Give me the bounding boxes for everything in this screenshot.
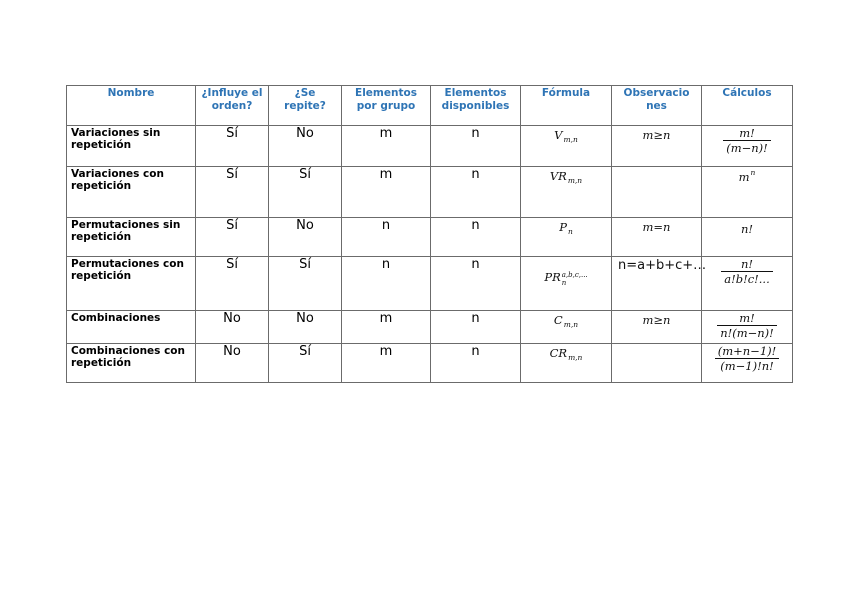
row-repite: Sí [269, 257, 342, 311]
header-se-repite: ¿Se repite? [269, 86, 342, 126]
row-name: Permutaciones sin repetición [67, 218, 196, 257]
row-formula [521, 311, 612, 344]
header-influye-orden: ¿Influye el orden? [196, 86, 269, 126]
row-influye: Sí [196, 126, 269, 167]
row-calculo [702, 311, 793, 344]
row-formula [521, 344, 612, 383]
row-name: Combinaciones [67, 311, 196, 344]
row-formula [521, 126, 612, 167]
header-row [67, 86, 793, 126]
row-name: Permutaciones con repetición [67, 257, 196, 311]
calc-denominator: (m−n)! [723, 140, 771, 155]
row-repite: No [269, 218, 342, 257]
formula-base: C [553, 313, 563, 327]
row-elementos-grupo: m [342, 311, 431, 344]
formula-subscript: m,n [563, 135, 578, 144]
row-elementos-disponibles: n [431, 257, 521, 311]
row-elementos-grupo: n [342, 218, 431, 257]
header-observaciones: Observaciones [612, 86, 702, 126]
row-calculo [702, 344, 793, 383]
table-row [67, 167, 793, 218]
formula-subscript: m,n [563, 320, 579, 329]
calc-fraction [723, 127, 771, 155]
calc-fraction [715, 345, 780, 373]
calc-numerator: m! [739, 311, 755, 325]
row-repite: No [269, 126, 342, 167]
calc-fraction [717, 312, 777, 340]
row-calculo [702, 126, 793, 167]
header-elementos-disponibles: Elementos disponibles [431, 86, 521, 126]
table-row [67, 311, 793, 344]
table-row [67, 257, 793, 311]
formula-base: V [554, 128, 563, 142]
calc-denominator: (m−1)!n! [715, 358, 780, 373]
row-influye: No [196, 311, 269, 344]
header-calculos: Cálculos [702, 86, 793, 126]
row-elementos-disponibles: n [431, 126, 521, 167]
formula-base: VR [549, 169, 567, 183]
row-elementos-disponibles: n [431, 344, 521, 383]
formula-base: P [559, 220, 567, 234]
row-influye: Sí [196, 218, 269, 257]
row-observaciones [612, 167, 702, 218]
header-elementos-por-grupo: Elementos por grupo [342, 86, 431, 126]
formula-subscript: m,n [567, 176, 583, 185]
row-repite: Sí [269, 344, 342, 383]
row-observaciones: m=n [612, 218, 702, 257]
formula-subscript: m,n [568, 353, 583, 362]
calc-denominator: n!(m−n)! [717, 325, 777, 340]
table-row [67, 344, 793, 383]
row-calculo [702, 167, 793, 218]
row-influye: No [196, 344, 269, 383]
row-observaciones: m≥n [612, 126, 702, 167]
row-observaciones: m≥n [612, 311, 702, 344]
row-elementos-grupo: m [342, 167, 431, 218]
formula-superscript: a,b,c,... [561, 271, 588, 279]
row-name: Variaciones con repetición [67, 167, 196, 218]
row-elementos-disponibles: n [431, 311, 521, 344]
row-calculo [702, 218, 793, 257]
calc-numerator: (m+n−1)! [717, 344, 777, 358]
calc-base: m [738, 170, 750, 184]
calc-exponent: n [750, 168, 756, 177]
row-elementos-grupo: m [342, 126, 431, 167]
formula-subscript: n [567, 227, 573, 236]
table-row [67, 218, 793, 257]
formula-subscript: n [561, 279, 567, 287]
header-nombre: Nombre [67, 86, 196, 126]
formula-indices [562, 271, 588, 287]
row-elementos-disponibles: n [431, 218, 521, 257]
combinatorics-table [66, 85, 793, 383]
row-repite: Sí [269, 167, 342, 218]
row-formula [521, 257, 612, 311]
row-elementos-disponibles: n [431, 167, 521, 218]
calc-numerator: n! [740, 257, 754, 271]
table-row [67, 126, 793, 167]
calc-value: n! [740, 222, 754, 236]
row-formula [521, 167, 612, 218]
row-repite: No [269, 311, 342, 344]
row-elementos-grupo: n [342, 257, 431, 311]
row-calculo [702, 257, 793, 311]
header-formula: Fórmula [521, 86, 612, 126]
calc-numerator: m! [739, 126, 755, 140]
row-observaciones: n=a+b+c+… [612, 257, 702, 311]
row-name: Variaciones sin repetición [67, 126, 196, 167]
calc-denominator: a!b!c!... [721, 271, 773, 286]
row-formula [521, 218, 612, 257]
calc-fraction [721, 258, 773, 286]
row-elementos-grupo: m [342, 344, 431, 383]
row-name: Combinaciones con repetición [67, 344, 196, 383]
formula-base: CR [549, 346, 568, 360]
row-influye: Sí [196, 257, 269, 311]
row-observaciones [612, 344, 702, 383]
formula-base: PR [544, 270, 561, 284]
row-influye: Sí [196, 167, 269, 218]
